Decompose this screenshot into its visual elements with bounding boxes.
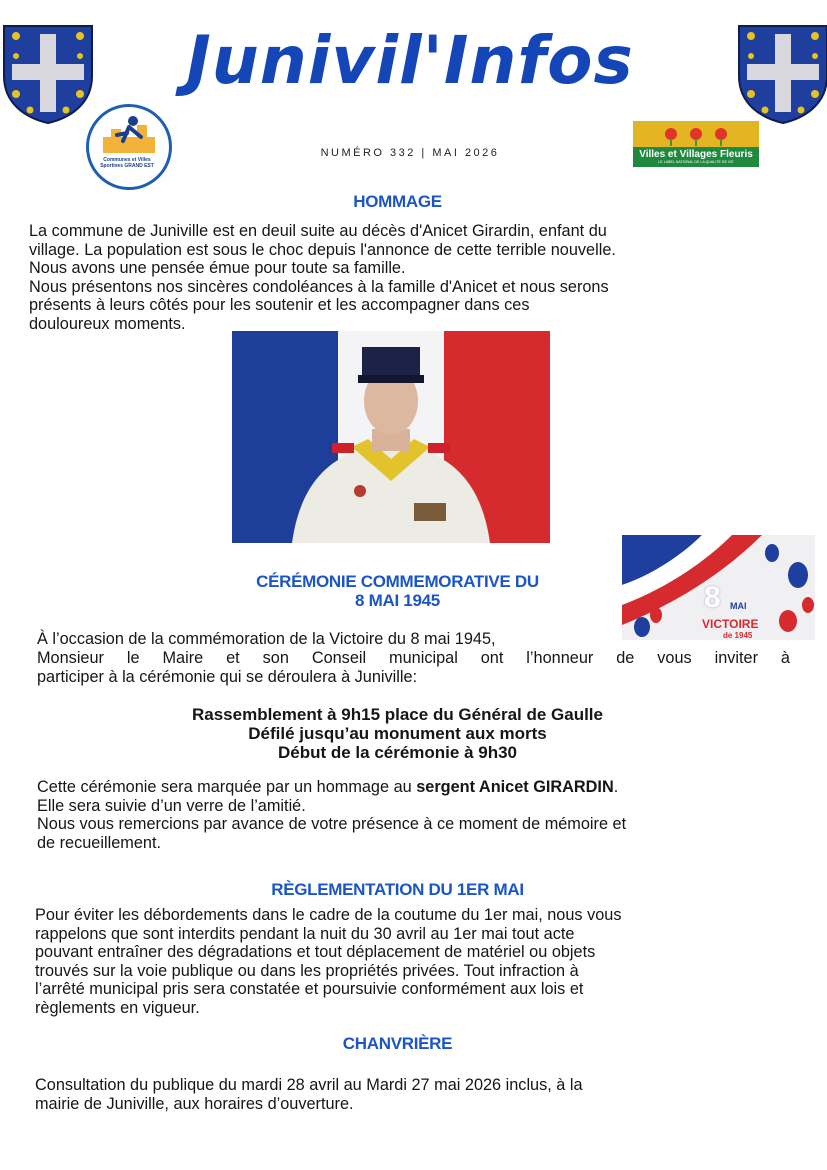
hommage-line: La commune de Juniville est en deuil suite au décès d'Anicet Girardin, enfant du [29,222,607,240]
ceremonie-intro-line: Monsieur le Maire et son Conseil municipal ont l’honneur de vous inviter à [37,649,790,667]
ceremonie-heading-line: 8 MAI 1945 [355,591,440,610]
reglementation-text [35,906,805,1017]
ceremonie-closing-line: de recueillement. [37,833,161,852]
chanvriere-line: mairie de Juniville, aux horaires d’ouverture. [35,1094,354,1113]
hommage-line: présents à leurs côtés pour les soutenir et les accompagner dans ces [29,296,530,314]
ceremonie-program [60,705,735,762]
victoire-word: VICTOIRE [702,617,759,631]
ceremonie-intro-line: À l’occasion de la commémoration de la Victoire du 8 mai 1945, [37,630,496,648]
hommage-line: village. La population est sous le choc depuis l'annonce de cette terrible nouvelle. [29,240,616,259]
chanvriere-text [35,1076,805,1113]
program-item: Début de la cérémonie à 9h30 [277,743,518,762]
closing-text: Cette cérémonie sera marquée par un hommage au [37,778,417,796]
closing-period: . [613,778,619,796]
ceremonie-closing [37,778,797,852]
reglementation-line: trouvés sur la voie publique ou dans les propriétés privées. Tout infraction à [35,961,579,980]
reglementation-line: l’arrêté municipal pris sera constatée et poursuivie conformément aux lois et [35,980,584,998]
reglementation-line: règlements en vigueur. [35,998,200,1017]
ceremonie-heading-line: CÉRÉMONIE COMMEMORATIVE DU [256,572,539,591]
ceremonie-closing-line: Elle sera suivie d’un verre de l’amitié. [37,796,306,815]
association-badge-text: Communes et Villes Sportives GRAND EST [100,157,154,169]
issue-number: NUMÉRO 332 | MAI 2026 [320,147,500,159]
hommage-line: douloureux moments. [29,314,186,333]
victoire-month: MAI [730,601,747,611]
hommage-text [29,222,799,333]
ceremonie-closing-line [37,778,797,797]
reglementation-line: pouvant entraîner des dégradations et tout déplacement de matériel ou objets [35,943,596,961]
reglementation-heading: RÈGLEMENTATION DU 1ER MAI [271,880,524,899]
soldier-portrait-photo [232,331,550,543]
left-coat-of-arms-icon [2,24,94,124]
flower-label-title: Villes et Villages Fleuris [639,149,753,160]
ceremonie-closing-line: Nous vous remercions par avance de votre présence à ce moment de mémoire et [37,815,627,833]
flower-label-logo [633,121,759,167]
hommage-line: Nous avons une pensée émue pour toute sa famille. [29,259,406,277]
victoire-year: de 1945 [723,631,753,640]
victoire-day-number: 8 [704,581,721,614]
reglementation-line: rappelons que sont interdits pendant la nuit du 30 avril au 1er mai tout acte [35,924,575,943]
flowers-icon [633,123,759,147]
sport-association-badge [86,104,172,190]
chanvriere-heading: CHANVRIÈRE [342,1034,453,1053]
honored-soldier-name: sergent Anicet GIRARDIN [416,778,614,796]
program-item: Rassemblement à 9h15 place du Général de Gaulle [191,705,603,724]
flower-label-subtitle: LE LABEL NATIONAL DE LA QUALITÉ DE VIE [658,160,734,164]
runner-icon [89,111,169,159]
program-item: Défilé jusqu’au monument aux morts [248,724,547,743]
ceremonie-intro-line: participer à la cérémonie qui se déroulera à Juniville: [37,668,418,686]
right-coat-of-arms-icon [737,24,827,124]
chanvriere-line: Consultation du publique du mardi 28 avril au Mardi 27 mai 2026 inclus, à la [35,1076,583,1094]
reglementation-line: Pour éviter les débordements dans le cadre de la coutume du 1er mai, nous vous [35,906,622,924]
newsletter-title: Junivil'Infos [186,22,634,99]
hommage-line: Nous présentons nos sincères condoléances à la famille d'Anicet et nous serons [29,277,609,296]
ceremonie-heading [0,572,795,610]
hommage-heading: HOMMAGE [353,192,442,211]
